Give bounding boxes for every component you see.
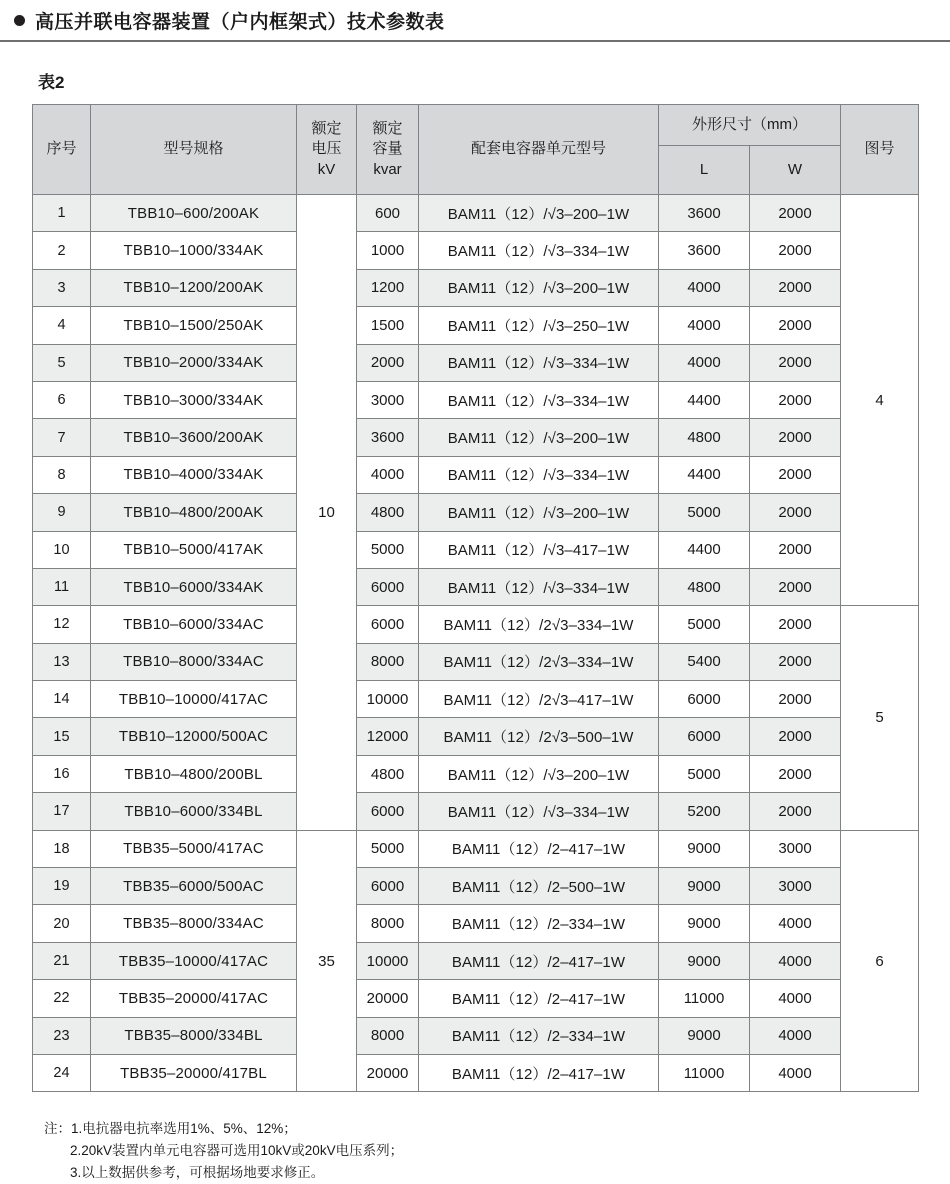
table-row bbox=[33, 755, 919, 792]
cell-model-spec: TBB10–4000/334AK bbox=[91, 456, 297, 493]
table-row bbox=[33, 269, 919, 306]
cell-serial-no: 1 bbox=[33, 195, 91, 232]
cell-dim-w: 2000 bbox=[750, 718, 841, 755]
cell-unit-model: BAM11（12）/√3–334–1W bbox=[419, 568, 659, 605]
table-caption: 表2 bbox=[38, 73, 65, 92]
table-row bbox=[33, 942, 919, 979]
cell-dim-l: 4400 bbox=[659, 381, 750, 418]
note-line-1 bbox=[44, 1118, 403, 1140]
th-serial-no: 序号 bbox=[33, 105, 91, 195]
note-line-2 bbox=[44, 1140, 403, 1162]
cell-serial-no: 19 bbox=[33, 868, 91, 905]
cell-rated-capacity: 3600 bbox=[357, 419, 419, 456]
cell-dim-l: 9000 bbox=[659, 830, 750, 867]
cell-dim-w: 2000 bbox=[750, 793, 841, 830]
cell-unit-model: BAM11（12）/√3–334–1W bbox=[419, 456, 659, 493]
cell-rated-capacity: 2000 bbox=[357, 344, 419, 381]
cell-serial-no: 7 bbox=[33, 419, 91, 456]
cell-serial-no: 23 bbox=[33, 1017, 91, 1054]
bullet-icon bbox=[14, 15, 25, 26]
cell-dim-l: 4400 bbox=[659, 531, 750, 568]
cell-serial-no: 2 bbox=[33, 232, 91, 269]
cell-dim-w: 2000 bbox=[750, 643, 841, 680]
cell-figure-no: 5 bbox=[841, 606, 919, 830]
cell-dim-l: 9000 bbox=[659, 868, 750, 905]
cell-model-spec: TBB35–8000/334AC bbox=[91, 905, 297, 942]
table-row bbox=[33, 381, 919, 418]
cell-dim-l: 9000 bbox=[659, 942, 750, 979]
cell-serial-no: 20 bbox=[33, 905, 91, 942]
cell-dim-w: 2000 bbox=[750, 195, 841, 232]
th-rated-capacity bbox=[357, 105, 419, 195]
th-rated-capacity-line1: 额定 bbox=[372, 120, 403, 138]
th-rated-voltage-line1: 额定 bbox=[311, 120, 342, 138]
cell-model-spec: TBB10–1000/334AK bbox=[91, 232, 297, 269]
cell-serial-no: 22 bbox=[33, 980, 91, 1017]
th-rated-voltage-line2: 电压 bbox=[311, 140, 342, 158]
cell-dim-w: 2000 bbox=[750, 568, 841, 605]
cell-dim-w: 2000 bbox=[750, 232, 841, 269]
th-figure-no: 图号 bbox=[841, 105, 919, 195]
cell-dim-l: 5400 bbox=[659, 643, 750, 680]
cell-serial-no: 3 bbox=[33, 269, 91, 306]
cell-model-spec: TBB10–600/200AK bbox=[91, 195, 297, 232]
note-line-3 bbox=[44, 1162, 403, 1184]
cell-dim-l: 6000 bbox=[659, 718, 750, 755]
cell-dim-l: 5000 bbox=[659, 606, 750, 643]
table-row bbox=[33, 905, 919, 942]
cell-model-spec: TBB10–1200/200AK bbox=[91, 269, 297, 306]
cell-dim-l: 5000 bbox=[659, 494, 750, 531]
note-text-1: 1.电抗器电抗率选用1%、5%、12%； bbox=[71, 1121, 297, 1136]
cell-unit-model: BAM11（12）/2√3–500–1W bbox=[419, 718, 659, 755]
cell-dim-w: 4000 bbox=[750, 1017, 841, 1054]
table-row bbox=[33, 1054, 919, 1091]
cell-rated-capacity: 10000 bbox=[357, 681, 419, 718]
cell-dim-w: 2000 bbox=[750, 456, 841, 493]
th-model-spec: 型号规格 bbox=[91, 105, 297, 195]
cell-model-spec: TBB10–3000/334AK bbox=[91, 381, 297, 418]
th-rated-voltage-line3: kV bbox=[317, 160, 336, 178]
table-row bbox=[33, 568, 919, 605]
cell-model-spec: TBB10–12000/500AC bbox=[91, 718, 297, 755]
cell-serial-no: 18 bbox=[33, 830, 91, 867]
cell-rated-capacity: 8000 bbox=[357, 643, 419, 680]
spec-table bbox=[32, 104, 919, 1092]
cell-dim-w: 4000 bbox=[750, 905, 841, 942]
cell-unit-model: BAM11（12）/√3–200–1W bbox=[419, 195, 659, 232]
cell-unit-model: BAM11（12）/√3–334–1W bbox=[419, 381, 659, 418]
cell-dim-l: 3600 bbox=[659, 195, 750, 232]
cell-unit-model: BAM11（12）/2–334–1W bbox=[419, 905, 659, 942]
cell-dim-l: 4000 bbox=[659, 344, 750, 381]
cell-rated-capacity: 4800 bbox=[357, 494, 419, 531]
table-row bbox=[33, 681, 919, 718]
cell-dim-l: 9000 bbox=[659, 905, 750, 942]
cell-rated-capacity: 1200 bbox=[357, 269, 419, 306]
cell-dim-l: 3600 bbox=[659, 232, 750, 269]
note-text-2: 2.20kV装置内单元电容器可选用10kV或20kV电压系列； bbox=[70, 1142, 404, 1158]
cell-unit-model: BAM11（12）/√3–250–1W bbox=[419, 307, 659, 344]
cell-dim-w: 2000 bbox=[750, 755, 841, 792]
cell-rated-capacity: 1000 bbox=[357, 232, 419, 269]
cell-unit-model: BAM11（12）/2√3–417–1W bbox=[419, 681, 659, 718]
cell-unit-model: BAM11（12）/√3–334–1W bbox=[419, 793, 659, 830]
cell-serial-no: 14 bbox=[33, 681, 91, 718]
cell-model-spec: TBB10–1500/250AK bbox=[91, 307, 297, 344]
cell-model-spec: TBB35–20000/417BL bbox=[91, 1054, 297, 1091]
cell-dim-l: 5000 bbox=[659, 755, 750, 792]
cell-serial-no: 15 bbox=[33, 718, 91, 755]
cell-rated-capacity: 6000 bbox=[357, 868, 419, 905]
th-unit-model: 配套电容器单元型号 bbox=[419, 105, 659, 195]
cell-unit-model: BAM11（12）/2–334–1W bbox=[419, 1017, 659, 1054]
cell-dim-l: 11000 bbox=[659, 1054, 750, 1091]
cell-rated-capacity: 8000 bbox=[357, 1017, 419, 1054]
cell-model-spec: TBB10–4800/200AK bbox=[91, 494, 297, 531]
cell-rated-capacity: 6000 bbox=[357, 793, 419, 830]
cell-rated-voltage: 10 bbox=[297, 195, 357, 831]
cell-serial-no: 21 bbox=[33, 942, 91, 979]
cell-dim-l: 4000 bbox=[659, 307, 750, 344]
cell-model-spec: TBB35–20000/417AC bbox=[91, 980, 297, 1017]
cell-rated-capacity: 20000 bbox=[357, 1054, 419, 1091]
table-row bbox=[33, 1017, 919, 1054]
table-row bbox=[33, 344, 919, 381]
table-head-row-1 bbox=[33, 105, 919, 146]
cell-model-spec: TBB10–5000/417AK bbox=[91, 531, 297, 568]
cell-dim-l: 4400 bbox=[659, 456, 750, 493]
cell-dim-w: 4000 bbox=[750, 942, 841, 979]
cell-dim-w: 4000 bbox=[750, 1054, 841, 1091]
cell-serial-no: 9 bbox=[33, 494, 91, 531]
cell-dim-w: 2000 bbox=[750, 494, 841, 531]
cell-unit-model: BAM11（12）/√3–334–1W bbox=[419, 344, 659, 381]
table-row bbox=[33, 419, 919, 456]
cell-unit-model: BAM11（12）/2–417–1W bbox=[419, 830, 659, 867]
cell-dim-w: 2000 bbox=[750, 531, 841, 568]
cell-model-spec: TBB10–10000/417AC bbox=[91, 681, 297, 718]
table-row bbox=[33, 718, 919, 755]
notes-label: 注： bbox=[44, 1121, 71, 1136]
cell-dim-w: 2000 bbox=[750, 419, 841, 456]
cell-serial-no: 13 bbox=[33, 643, 91, 680]
table-row bbox=[33, 606, 919, 643]
table-row bbox=[33, 456, 919, 493]
table-row bbox=[33, 643, 919, 680]
cell-serial-no: 24 bbox=[33, 1054, 91, 1091]
cell-rated-capacity: 12000 bbox=[357, 718, 419, 755]
cell-serial-no: 8 bbox=[33, 456, 91, 493]
cell-dim-l: 4800 bbox=[659, 568, 750, 605]
cell-dim-l: 4000 bbox=[659, 269, 750, 306]
cell-rated-capacity: 20000 bbox=[357, 980, 419, 1017]
table-row bbox=[33, 232, 919, 269]
cell-unit-model: BAM11（12）/√3–417–1W bbox=[419, 531, 659, 568]
cell-serial-no: 6 bbox=[33, 381, 91, 418]
cell-model-spec: TBB10–3600/200AK bbox=[91, 419, 297, 456]
cell-unit-model: BAM11（12）/2–417–1W bbox=[419, 1054, 659, 1091]
cell-unit-model: BAM11（12）/√3–200–1W bbox=[419, 269, 659, 306]
cell-dim-w: 2000 bbox=[750, 344, 841, 381]
cell-model-spec: TBB10–6000/334AC bbox=[91, 606, 297, 643]
cell-model-spec: TBB35–10000/417AC bbox=[91, 942, 297, 979]
cell-model-spec: TBB35–8000/334BL bbox=[91, 1017, 297, 1054]
cell-unit-model: BAM11（12）/2√3–334–1W bbox=[419, 643, 659, 680]
table-row bbox=[33, 531, 919, 568]
note-text-3: 3.以上数据供参考，可根据场地要求修正。 bbox=[70, 1164, 325, 1180]
cell-dim-w: 2000 bbox=[750, 681, 841, 718]
cell-model-spec: TBB10–2000/334AK bbox=[91, 344, 297, 381]
th-rated-capacity-line2: 容量 bbox=[372, 140, 403, 158]
cell-figure-no: 6 bbox=[841, 830, 919, 1092]
cell-rated-voltage: 35 bbox=[297, 830, 357, 1092]
table-row bbox=[33, 307, 919, 344]
page-header bbox=[0, 0, 950, 42]
cell-unit-model: BAM11（12）/2–417–1W bbox=[419, 980, 659, 1017]
cell-unit-model: BAM11（12）/√3–200–1W bbox=[419, 419, 659, 456]
cell-model-spec: TBB10–6000/334AK bbox=[91, 568, 297, 605]
th-rated-voltage bbox=[297, 105, 357, 195]
cell-serial-no: 5 bbox=[33, 344, 91, 381]
cell-dim-w: 2000 bbox=[750, 307, 841, 344]
cell-dim-w: 3000 bbox=[750, 830, 841, 867]
cell-rated-capacity: 6000 bbox=[357, 606, 419, 643]
table-head bbox=[33, 105, 919, 195]
th-dim-w: W bbox=[750, 146, 841, 195]
table-body bbox=[33, 195, 919, 1092]
cell-model-spec: TBB35–5000/417AC bbox=[91, 830, 297, 867]
th-dim-l: L bbox=[659, 146, 750, 195]
cell-serial-no: 11 bbox=[33, 568, 91, 605]
cell-unit-model: BAM11（12）/√3–334–1W bbox=[419, 232, 659, 269]
cell-dim-l: 9000 bbox=[659, 1017, 750, 1054]
cell-dim-l: 5200 bbox=[659, 793, 750, 830]
cell-rated-capacity: 4000 bbox=[357, 456, 419, 493]
cell-rated-capacity: 4800 bbox=[357, 755, 419, 792]
cell-unit-model: BAM11（12）/√3–200–1W bbox=[419, 494, 659, 531]
cell-unit-model: BAM11（12）/2–417–1W bbox=[419, 942, 659, 979]
cell-serial-no: 17 bbox=[33, 793, 91, 830]
th-dimensions: 外形尺寸（mm） bbox=[659, 105, 841, 146]
table-row bbox=[33, 980, 919, 1017]
cell-figure-no: 4 bbox=[841, 195, 919, 606]
cell-rated-capacity: 5000 bbox=[357, 830, 419, 867]
notes-block bbox=[44, 1118, 403, 1184]
cell-dim-w: 2000 bbox=[750, 606, 841, 643]
cell-dim-l: 6000 bbox=[659, 681, 750, 718]
cell-dim-w: 3000 bbox=[750, 868, 841, 905]
cell-serial-no: 4 bbox=[33, 307, 91, 344]
cell-rated-capacity: 10000 bbox=[357, 942, 419, 979]
cell-dim-l: 4800 bbox=[659, 419, 750, 456]
table-row bbox=[33, 830, 919, 867]
page-title: 高压并联电容器装置（户内框架式）技术参数表 bbox=[35, 11, 445, 33]
cell-unit-model: BAM11（12）/√3–200–1W bbox=[419, 755, 659, 792]
cell-model-spec: TBB10–8000/334AC bbox=[91, 643, 297, 680]
cell-model-spec: TBB10–6000/334BL bbox=[91, 793, 297, 830]
cell-model-spec: TBB10–4800/200BL bbox=[91, 755, 297, 792]
cell-serial-no: 10 bbox=[33, 531, 91, 568]
cell-rated-capacity: 3000 bbox=[357, 381, 419, 418]
table-row bbox=[33, 868, 919, 905]
cell-rated-capacity: 6000 bbox=[357, 568, 419, 605]
cell-dim-l: 11000 bbox=[659, 980, 750, 1017]
cell-rated-capacity: 600 bbox=[357, 195, 419, 232]
th-rated-capacity-line3: kvar bbox=[373, 160, 402, 178]
spec-table-wrapper bbox=[32, 104, 918, 1092]
cell-model-spec: TBB35–6000/500AC bbox=[91, 868, 297, 905]
cell-serial-no: 12 bbox=[33, 606, 91, 643]
table-row bbox=[33, 494, 919, 531]
cell-serial-no: 16 bbox=[33, 755, 91, 792]
table-row bbox=[33, 793, 919, 830]
cell-rated-capacity: 5000 bbox=[357, 531, 419, 568]
table-row bbox=[33, 195, 919, 232]
cell-unit-model: BAM11（12）/2–500–1W bbox=[419, 868, 659, 905]
cell-unit-model: BAM11（12）/2√3–334–1W bbox=[419, 606, 659, 643]
cell-dim-w: 2000 bbox=[750, 381, 841, 418]
cell-rated-capacity: 1500 bbox=[357, 307, 419, 344]
cell-dim-w: 4000 bbox=[750, 980, 841, 1017]
cell-dim-w: 2000 bbox=[750, 269, 841, 306]
cell-rated-capacity: 8000 bbox=[357, 905, 419, 942]
